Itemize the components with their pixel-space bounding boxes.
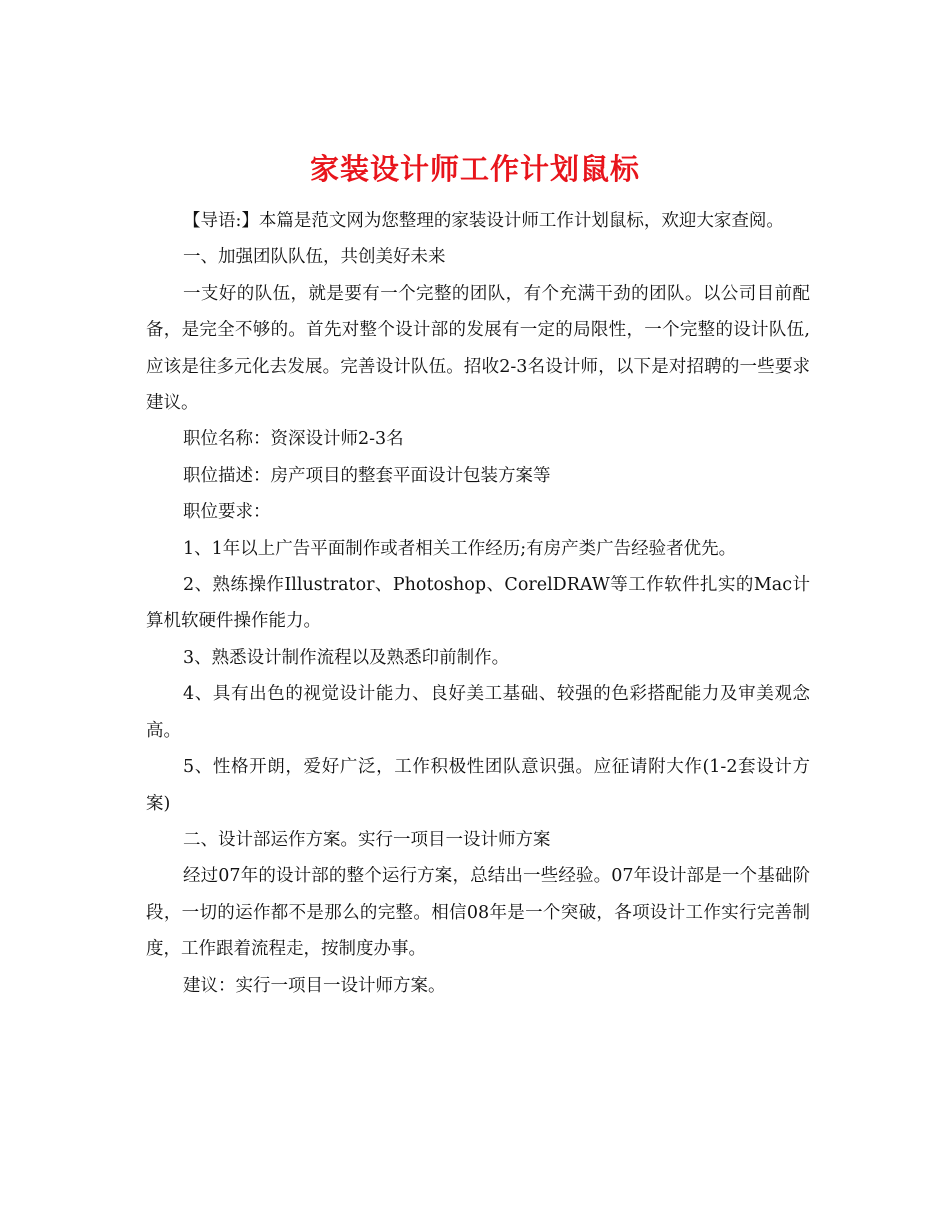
section-heading-1: 一、加强团队队伍，共创美好未来 — [183, 247, 446, 268]
suggestion-line: 建议：实行一项目一设计师方案。 — [183, 975, 446, 996]
document-title: 家装设计师工作计划鼠标 — [309, 152, 640, 187]
requirement-item-2: 2、熟练操作Illustrator、Photoshop、CorelDRAW等工作软件扎实的Mac计算机软硬件操作能力。 — [146, 575, 810, 632]
intro-paragraph: 【导语:】本篇是范文网为您整理的家装设计师工作计划鼠标，欢迎大家查阅。 — [183, 211, 784, 231]
document-body — [146, 203, 810, 1004]
job-title-line: 职位名称：资深设计师2-3名 — [183, 429, 404, 450]
requirement-item-5: 5、性格开朗，爱好广泛，工作积极性团队意识强。应征请附大作(1-2套设计方案) — [146, 757, 810, 814]
requirement-item-1: 1、1年以上广告平面制作或者相关工作经历;有房产类广告经验者优先。 — [183, 538, 737, 559]
body-paragraph: 经过07年的设计部的整个运行方案，总结出一些经验。07年设计部是一个基础阶段，一切的运作都不是那么的完整。相信08年是一个突破，各项设计工作实行完善制度，工作跟着流程走，按制度办事。 — [146, 866, 810, 960]
job-description-line: 职位描述：房产项目的整套平面设计包装方案等 — [183, 465, 551, 486]
requirement-item-3: 3、熟悉设计制作流程以及熟悉印前制作。 — [183, 647, 510, 668]
requirement-item-4: 4、具有出色的视觉设计能力、良好美工基础、较强的色彩搭配能力及审美观念高。 — [146, 684, 810, 741]
body-paragraph: 一支好的队伍，就是要有一个完整的团队，有个充满干劲的团队。以公司目前配备，是完全不够的。首先对整个设计部的发展有一定的局限性，一个完整的设计队伍,应该是往多元化去发展。完善设计队伍。招收2-3名设计师，以下是对招聘的一些要求建议。 — [146, 283, 810, 414]
section-heading-2: 二、设计部运作方案。实行一项目一设计师方案 — [183, 829, 551, 850]
job-requirements-heading: 职位要求： — [183, 502, 271, 523]
